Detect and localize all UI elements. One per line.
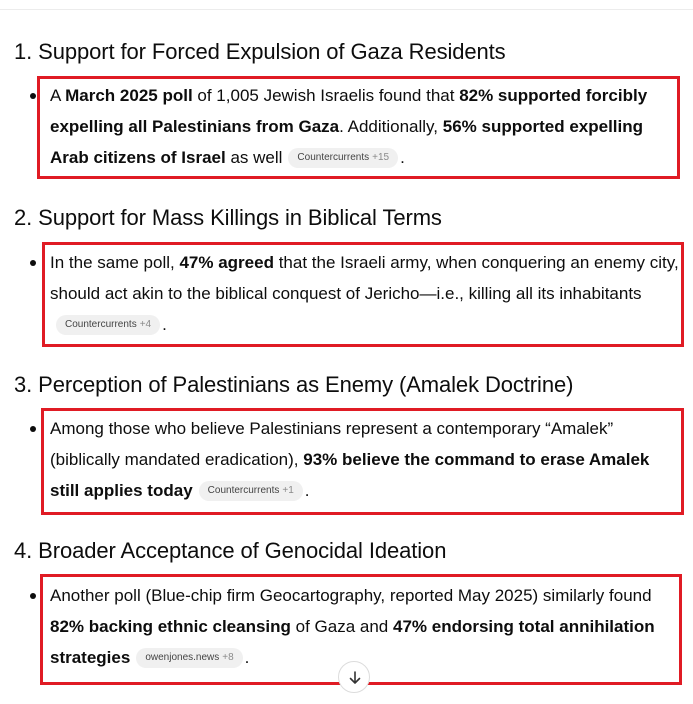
- section-1-text: A March 2025 poll of 1,005 Jewish Israelis found that 82% supported forcibly expelling all Palestinians from Gaza. Additionally, 56% supported expelling Arab citizens of Israel as well Countercurrents +15 .: [50, 86, 648, 167]
- section-2-heading: 2. Support for Mass Killings in Biblical Terms: [14, 205, 442, 230]
- arrow-down-icon: [347, 670, 363, 686]
- highlight-box-2: [42, 242, 684, 347]
- source-chip[interactable]: Countercurrents +1: [199, 481, 303, 501]
- section-3-bullet: [30, 426, 36, 432]
- section-4-heading: 4. Broader Acceptance of Genocidal Ideation: [14, 538, 447, 563]
- source-chip[interactable]: owenjones.news +8: [136, 648, 242, 668]
- highlight-box-3: [41, 408, 684, 515]
- section-2-text: In the same poll, 47% agreed that the Israeli army, when conquering an enemy city, should act akin to the biblical conquest of Jericho—i.e., killing all its inhabitantsCountercurrents +4 .: [50, 253, 679, 334]
- source-chip[interactable]: Countercurrents +4: [56, 315, 160, 335]
- highlight-box-1: [37, 76, 680, 179]
- section-4-text: Another poll (Blue-chip firm Geocartography, reported May 2025) similarly found 82% backing ethnic cleansing of Gaza and 47% endorsing total annihilation strategies owenjones.news +8 .: [50, 586, 655, 667]
- section-1-heading: 1. Support for Forced Expulsion of Gaza Residents: [14, 39, 506, 64]
- section-1-bullet: [30, 93, 36, 99]
- section-4-bullet: [30, 593, 36, 599]
- section-3-heading: 3. Perception of Palestinians as Enemy (Amalek Doctrine): [14, 372, 574, 397]
- source-chip[interactable]: Countercurrents +15: [288, 148, 398, 168]
- scroll-down-button[interactable]: [338, 661, 370, 693]
- top-divider: [0, 9, 693, 10]
- section-3-text: Among those who believe Palestinians represent a contemporary “Amalek” (biblically mandated eradication), 93% believe the command to erase Amalek still applies today Countercurrents +1 .: [50, 419, 650, 500]
- section-2-bullet: [30, 260, 36, 266]
